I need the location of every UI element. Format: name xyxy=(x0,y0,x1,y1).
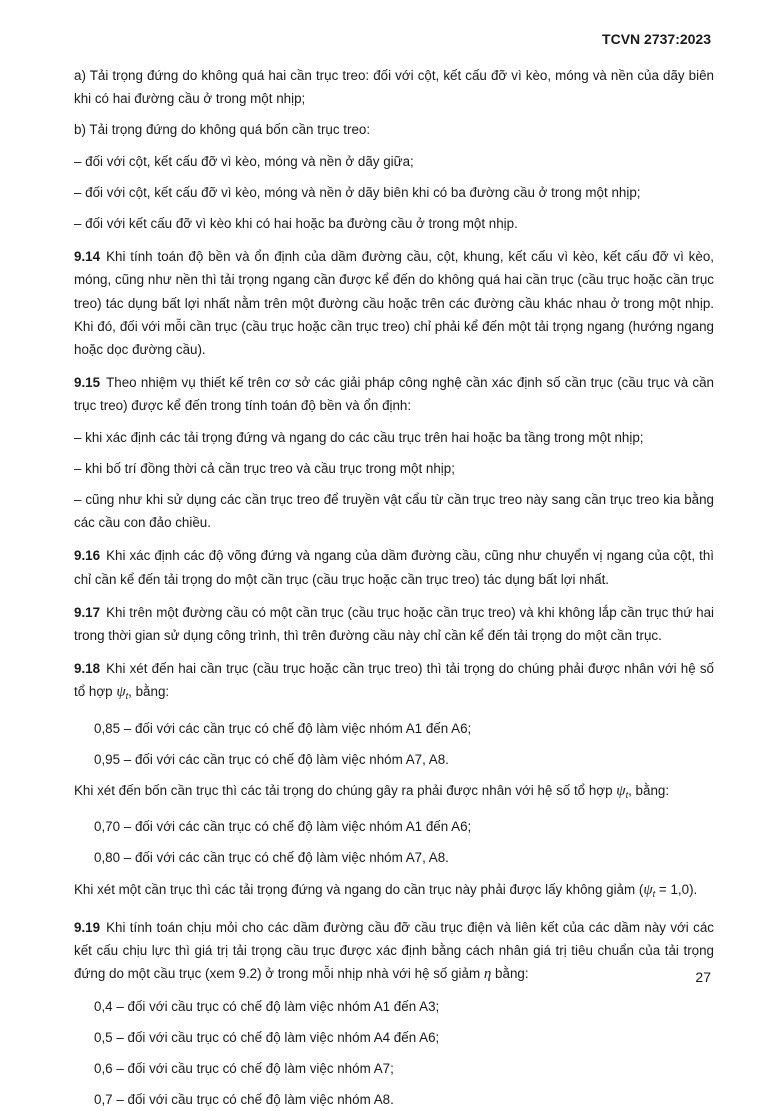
section-text: Khi trên một đường cầu có một cần trục (cầu trục hoặc cần trục treo) và khi không lắp cần trục thứ hai trong thời gian sử dụng công trình, thì trên đường cầu này chỉ cần kể đến tải trọng do một cần trục. xyxy=(74,604,714,644)
section-number: 9.15 xyxy=(74,375,101,391)
section-9-19: 9.19 Khi tính toán chịu mỏi cho các dầm đường cầu đỡ cầu trục điện và liên kết của các dầm này với các kết cấu chịu lực thì giá trị tải trọng cầu trục được xác định bằng cách nhân giá trị tiêu chuẩn của tải trọng đứng do một cầu trục (xem 9.2) ở trong mỗi nhịp nhà với hệ số giảm η bằng: xyxy=(74,919,714,983)
section-9-15 xyxy=(74,371,714,417)
psi-symbol: ψ xyxy=(616,783,626,800)
psi-symbol: ψ xyxy=(116,684,126,701)
fatigue-factor-row: 0,4 – đối với cầu trục có chế độ làm việc nhóm A1 đến A3; xyxy=(94,998,440,1014)
fatigue-factor-row: 0,7 – đối với cầu trục có chế độ làm việc nhóm A8. xyxy=(94,1092,394,1108)
one-crane-note: Khi xét một cần trục thì các tải trọng đứng và ngang do cần trục này phải được lấy không giảm $(\psi_t = 1,0)$. xyxy=(74,881,698,899)
section-9-17 xyxy=(74,601,714,647)
item-b: b) Tải trọng đứng do không quá bốn cần trục treo: xyxy=(74,122,371,138)
section-number: 9.14 xyxy=(74,249,101,265)
section-text: Khi tính toán chịu mỏi cho các dầm đường cầu đỡ cầu trục điện và liên kết của các dầm này với các kết cấu chịu lực thì giá trị tải trọng cầu trục được xác định bằng cách nhân giá trị tiêu chuẩn của tải trọng đứng do một cầu trục (xem 9.2) ở trong mỗi nhịp nhà với hệ số giảm xyxy=(74,919,714,982)
section-9-15-item-1: – khi xác định các tải trọng đứng và ngang do các cầu trục trên hai hoặc ba tầng trong một nhịp; xyxy=(74,429,644,445)
psi-subscript: t xyxy=(125,691,129,702)
document-body xyxy=(74,64,714,1111)
section-number: 9.16 xyxy=(74,548,101,564)
section-text: Theo nhiệm vụ thiết kế trên cơ sở các giải pháp công nghệ cần xác định số cần trục (cầu trục và cần trục treo) được kể đến trong tính toán độ bền và ổn định: xyxy=(74,375,714,414)
section-9-15-item-3: – cũng như khi sử dụng các cần trục treo để truyền vật cẩu từ cần trục treo này sang cần trục treo kia bằng các cầu con đảo chiều. xyxy=(74,492,714,531)
item-b-bullet-1: – đối với cột, kết cấu đỡ vì kèo, móng và nền ở dãy giữa; xyxy=(74,153,414,169)
psi-symbol: ψ xyxy=(643,881,653,898)
section-number: 9.19 xyxy=(74,919,101,935)
psi-subscript: t xyxy=(652,888,656,899)
psi-subscript: t xyxy=(625,790,629,801)
item-a: a) Tải trọng đứng do không quá hai cần trục treo: đối với cột, kết cấu đỡ vì kèo, móng và nền của dãy biên khi có hai đường cầu ở trong một nhịp; xyxy=(74,68,714,107)
fatigue-factor-row: 0,5 – đối với cầu trục có chế độ làm việc nhóm A4 đến A6; xyxy=(94,1029,440,1045)
section-text-end: , bằng: xyxy=(128,684,170,700)
page-number: 27 xyxy=(695,969,711,985)
section-9-15-item-2: – khi bố trí đồng thời cả cần trục treo và cầu trục trong một nhịp; xyxy=(74,460,455,476)
section-number: 9.18 xyxy=(74,661,101,677)
section-text: Khi tính toán độ bền và ổn định của dầm đường cầu, cột, khung, kết cấu vì kèo, kết cấu đỡ vì kèo, móng, cũng như nền thì tải trọng ngang cần được kể đến do không quá hai cần trục (cầu trục hoặc cần trục treo) tác dụng bất lợi nhất nằm trên một đường cầu hoặc trên các đường cầu khác nhau ở trong một nhịp. Khi đó, đối với mỗi cần trục (cầu trục hoặc cần trục treo) chỉ phải kể đến một tải trọng ngang (hướng ngang hoặc dọc đường cầu). xyxy=(74,249,714,358)
section-9-14 xyxy=(74,245,714,361)
four-cranes-intro: Khi xét đến bốn cần trục thì các tải trọng do chúng gây ra phải được nhân với hệ số tổ hợp $\psi_t$, bằng: xyxy=(74,783,670,801)
factor-row: 0,95 – đối với các cần trục có chế độ làm việc nhóm A7, A8. xyxy=(94,751,449,767)
item-b-bullet-2: – đối với cột, kết cấu đỡ vì kèo, móng và nền ở dãy biên khi có ba đường cầu ở trong một nhịp; xyxy=(74,184,641,200)
factor-row: 0,80 – đối với các cần trục có chế độ làm việc nhóm A7, A8. xyxy=(94,850,449,866)
fatigue-factor-row: 0,6 – đối với cầu trục có chế độ làm việc nhóm A7; xyxy=(94,1060,394,1076)
factor-row: 0,70 – đối với các cần trục có chế độ làm việc nhóm A1 đến A6; xyxy=(94,819,472,835)
section-number: 9.17 xyxy=(74,604,101,620)
item-b-bullet-3: – đối với kết cấu đỡ vì kèo khi có hai hoặc ba đường cầu ở trong một nhịp. xyxy=(74,216,518,232)
standard-code: TCVN 2737:2023 xyxy=(602,31,711,47)
eta-symbol: η xyxy=(483,966,492,983)
section-9-16 xyxy=(74,544,714,590)
section-text: Khi xác định các độ võng đứng và ngang của dầm đường cầu, cũng như chuyển vị ngang của cột, thì chỉ cần kể đến tải trọng do một cần trục (cầu trục hoặc cần trục treo) tác dụng bất lợi nhất. xyxy=(74,548,714,587)
section-text: Khi xét đến hai cần trục (cầu trục hoặc cần trục treo) thì tải trọng do chúng phải được nhân với hệ số tổ hợp xyxy=(74,661,714,700)
section-9-18 xyxy=(74,657,714,708)
factor-row: 0,85 – đối với các cần trục có chế độ làm việc nhóm A1 đến A6; xyxy=(94,720,472,736)
